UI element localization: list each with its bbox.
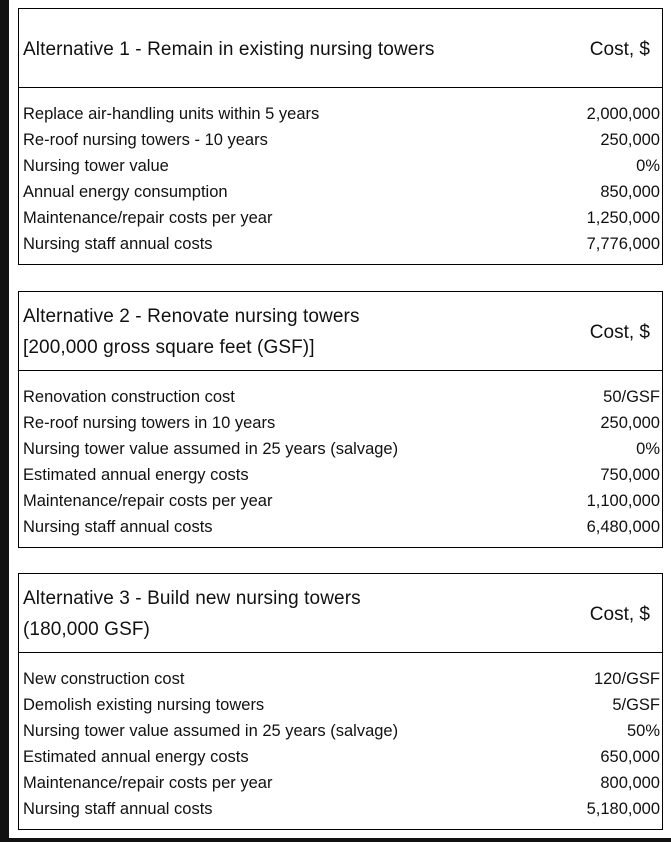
cost-header: Cost, $: [589, 39, 650, 60]
row-label: Annual energy consumption: [23, 183, 228, 201]
row-value: 250,000: [600, 131, 660, 149]
row-value: 5/GSF: [612, 696, 660, 714]
table-row: [19, 796, 662, 822]
row-value: 750,000: [600, 466, 660, 484]
cost-header: Cost, $: [589, 604, 650, 625]
alternative-2-table: [18, 291, 663, 548]
alternative-3-header: [19, 574, 662, 653]
row-label: Maintenance/repair costs per year: [23, 209, 273, 227]
title-line: (180,000 GSF): [23, 619, 150, 640]
row-label: Nursing staff annual costs: [23, 518, 213, 536]
table-row: [19, 410, 662, 436]
table-row: [19, 770, 662, 796]
row-label: Nursing tower value assumed in 25 years (salvage): [23, 722, 399, 740]
row-value: 850,000: [600, 183, 660, 201]
table-row: [19, 205, 662, 231]
title-line: Alternative 3 - Build new nursing towers: [23, 588, 361, 609]
row-label: Re-roof nursing towers - 10 years: [23, 131, 268, 149]
row-label: New construction cost: [23, 670, 185, 688]
table-row: [19, 153, 662, 179]
row-label: Nursing tower value assumed in 25 years (salvage): [23, 440, 399, 458]
row-value: 1,100,000: [586, 492, 660, 510]
table-row: [19, 462, 662, 488]
row-label: Nursing staff annual costs: [23, 235, 213, 253]
row-value: 5,180,000: [586, 800, 660, 818]
row-value: 1,250,000: [586, 209, 660, 227]
table-row: [19, 436, 662, 462]
alternative-1-table: [18, 8, 663, 265]
row-value: 50%: [626, 722, 660, 740]
row-label: Estimated annual energy costs: [23, 748, 249, 766]
row-label: Demolish existing nursing towers: [23, 696, 265, 714]
row-value: 0%: [636, 157, 660, 175]
title-line: Alternative 2 - Renovate nursing towers: [23, 306, 360, 327]
alternative-2-rows: [19, 371, 662, 540]
row-label: Maintenance/repair costs per year: [23, 774, 273, 792]
title-line: Alternative 1 - Remain in existing nursing towers: [23, 39, 435, 60]
row-label: Renovation construction cost: [23, 388, 235, 406]
table-row: [19, 127, 662, 153]
row-value: 50/GSF: [603, 388, 660, 406]
left-edge-bar: [0, 0, 9, 842]
table-row: [19, 488, 662, 514]
table-row: [19, 179, 662, 205]
alternative-3-rows: [19, 653, 662, 822]
row-value: 800,000: [600, 774, 660, 792]
table-row: [19, 744, 662, 770]
row-value: 650,000: [600, 748, 660, 766]
alternative-2-header: [19, 292, 662, 371]
row-label: Replace air-handling units within 5 years: [23, 105, 320, 123]
row-value: 250,000: [600, 414, 660, 432]
table-row: [19, 514, 662, 540]
row-value: 0%: [636, 440, 660, 458]
row-value: 120/GSF: [593, 670, 660, 688]
title-line: [200,000 gross square feet (GSF)]: [23, 337, 315, 358]
table-row: [19, 718, 662, 744]
row-value: 7,776,000: [586, 235, 660, 253]
alternative-1-rows: [19, 88, 662, 257]
table-row: [19, 666, 662, 692]
row-label: Estimated annual energy costs: [23, 466, 249, 484]
table-row: [19, 384, 662, 410]
bottom-edge-bar: [0, 838, 671, 842]
table-row: [19, 231, 662, 257]
table-row: [19, 101, 662, 127]
row-label: Nursing staff annual costs: [23, 800, 213, 818]
alternative-3-table: [18, 573, 663, 830]
alternative-2-title: [23, 301, 360, 363]
alternative-1-title: [23, 34, 434, 65]
table-row: [19, 692, 662, 718]
row-label: Nursing tower value: [23, 157, 169, 175]
row-label: Re-roof nursing towers in 10 years: [23, 414, 276, 432]
alternative-1-header: [19, 9, 662, 88]
row-label: Maintenance/repair costs per year: [23, 492, 273, 510]
row-value: 6,480,000: [586, 518, 660, 536]
alternative-3-title: [23, 583, 361, 645]
row-value: 2,000,000: [586, 105, 660, 123]
cost-header: Cost, $: [589, 322, 650, 343]
